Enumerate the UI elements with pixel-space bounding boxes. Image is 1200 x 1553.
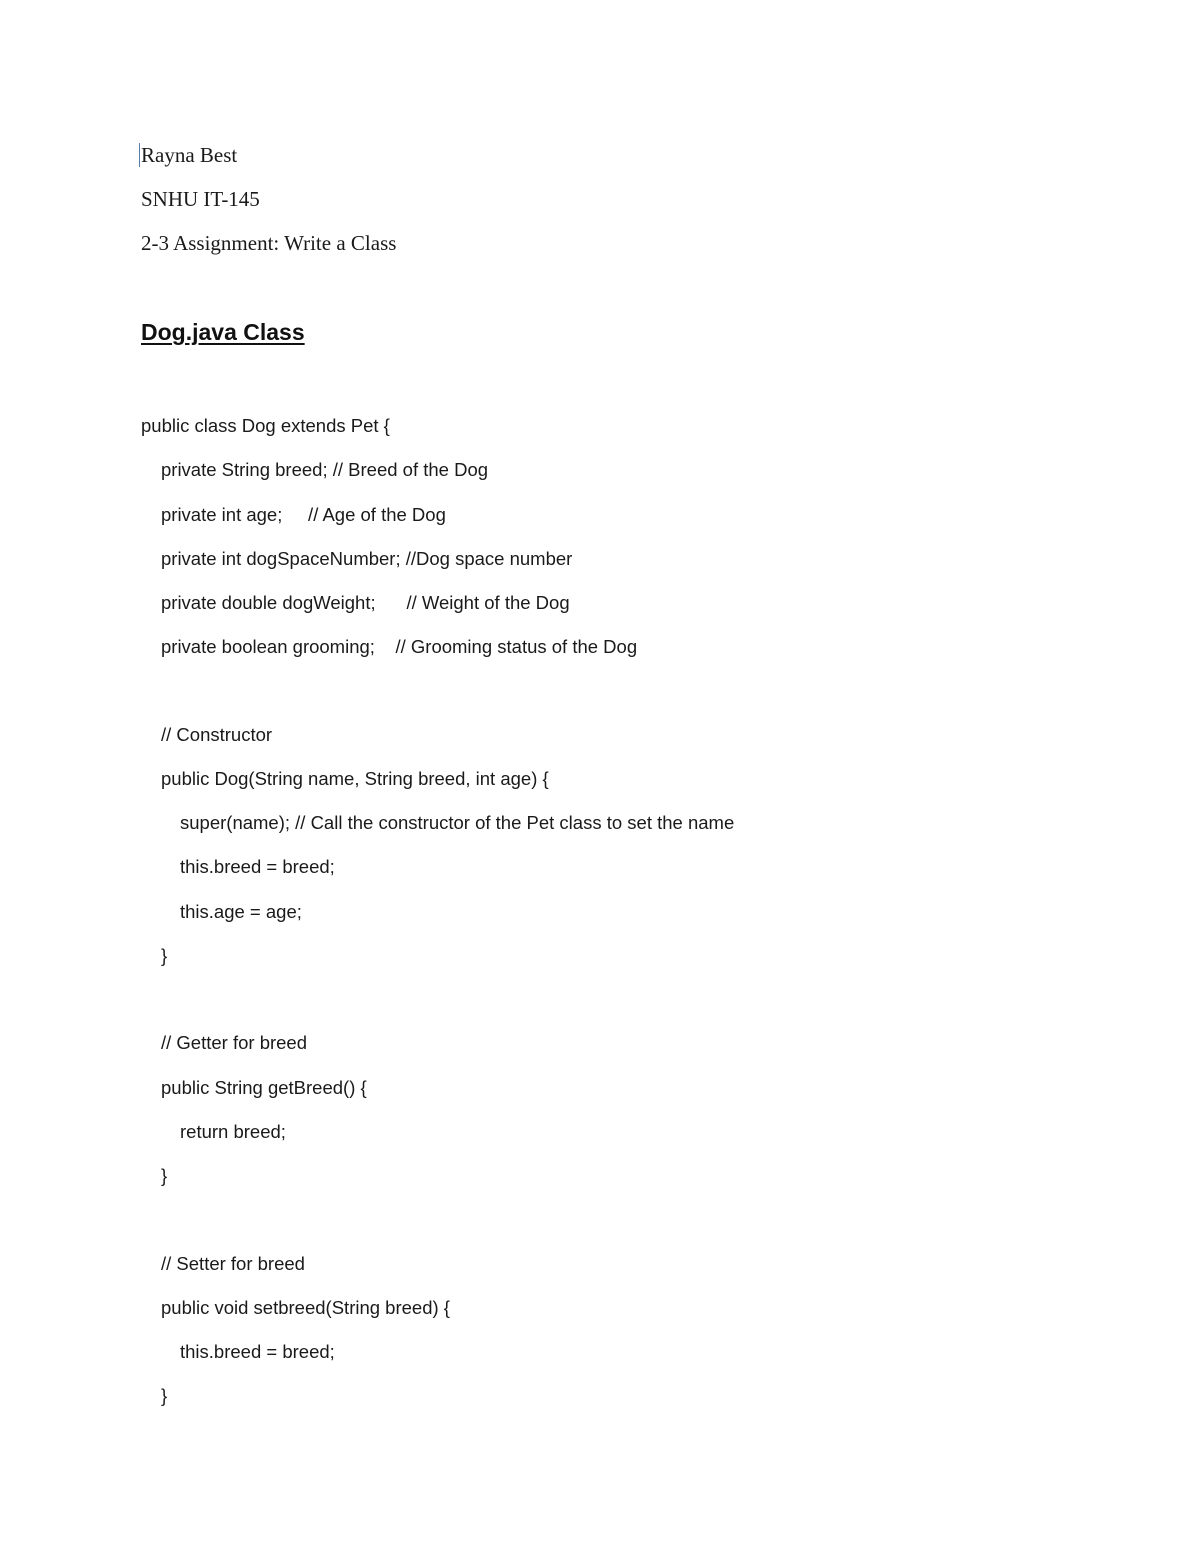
code-line: super(name); // Call the constructor of the Pet class to set the name: [180, 812, 735, 833]
code-line: private int age; // Age of the Dog: [161, 504, 446, 525]
code-comment: // Setter for breed: [161, 1253, 305, 1274]
course-name: SNHU IT-145: [141, 187, 260, 211]
section-title: Dog.java Class: [141, 319, 305, 345]
code-line: private String breed; // Breed of the Dog: [161, 459, 489, 480]
author-name: Rayna Best: [141, 143, 238, 167]
code-line: private double dogWeight; // Weight of the Dog: [161, 592, 570, 613]
code-line: public Dog(String name, String breed, int age) {: [161, 768, 549, 789]
code-line: }: [161, 945, 168, 966]
code-line: }: [161, 1165, 168, 1186]
code-line: this.breed = breed;: [180, 1341, 335, 1362]
code-comment: // Constructor: [161, 724, 273, 745]
code-line: private boolean grooming; // Grooming status of the Dog: [161, 636, 638, 657]
code-line: return breed;: [180, 1121, 286, 1142]
code-line: this.breed = breed;: [180, 856, 335, 877]
assignment-title: 2-3 Assignment: Write a Class: [141, 231, 397, 255]
code-line: private int dogSpaceNumber; //Dog space number: [161, 548, 573, 569]
code-line: public class Dog extends Pet {: [141, 415, 390, 436]
code-line: public void setbreed(String breed) {: [161, 1297, 450, 1318]
code-line: }: [161, 1385, 168, 1406]
code-comment: // Getter for breed: [161, 1032, 308, 1053]
text-cursor: [139, 143, 140, 167]
code-line: public String getBreed() {: [161, 1077, 367, 1098]
code-line: this.age = age;: [180, 901, 302, 922]
